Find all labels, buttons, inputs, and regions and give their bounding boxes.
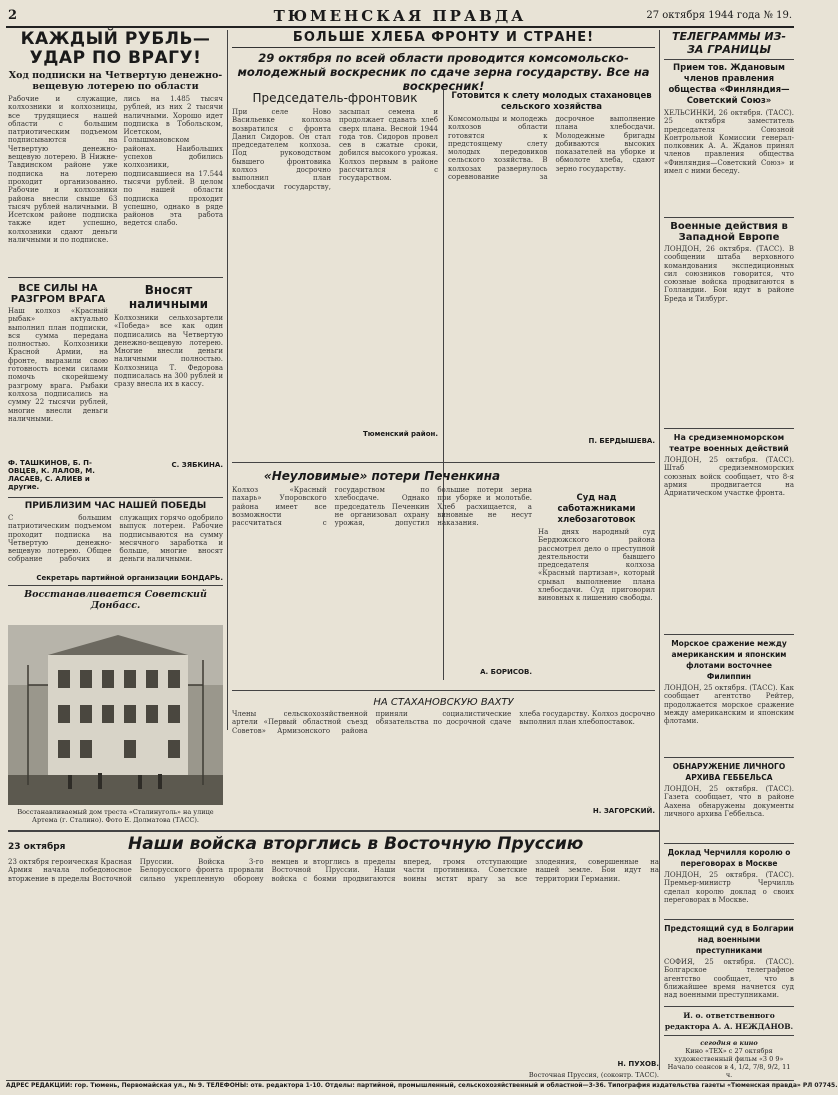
- harvest-banner: БОЛЬШЕ ХЛЕБА ФРОНТУ И СТРАНЕ!: [232, 30, 655, 48]
- column-rule: [227, 30, 228, 730]
- telegram-med-title: На средиземноморском театре военных действий: [669, 433, 789, 453]
- telegram-bulgaria-title: Предстоящий суд в Болгарии над военными преступниками: [664, 924, 794, 955]
- article-victory-sign: Секретарь партийной организации БОНДАРЬ.: [36, 574, 223, 582]
- left-column: [8, 30, 223, 680]
- telegram-archive-title: ОБНАРУЖЕНИЕ ЛИЧНОГО АРХИВА ГЕББЕЛЬСА: [672, 762, 786, 782]
- prussia-date: 23 октября: [8, 842, 66, 852]
- footer: [6, 1082, 838, 1093]
- article-losses: [232, 466, 532, 686]
- photo-caption: Восстанавливаемый дом треста «Сталинуголь» на улице Артема (г. Сталино). Фото Е. Долматова (ТАСС).: [17, 808, 214, 824]
- main-article-text-cont: лись на 1.485 тысяч рублей, из них 2 тысячи наличными. Хорошо идет подписка в Тобольском, Исетском, Голышмановском районах. Наибольших успехов добились колхозники, подписавшиеся на 17.544 тысячи рублей. В целом по нашей области подписка проходит успешно, однако в ряде районов эта работа ведется слабо.: [123, 95, 223, 228]
- article-rally-text: Комсомольцы и молодежь колхозов области готовятся к предстоящему слету молодых передовиков сельского хозяйства. В колхозах развернулось соревнование за досрочное выполнение плана хлебосдачи. Молодежные бригады добиваются высоких показателей на уборке и обмолоте хлеба, сдают зерно государству.: [448, 115, 655, 182]
- article-cash-title: Вносят наличными: [128, 283, 209, 311]
- harvest-lead: 29 октября по всей области проводится комсомольско-молодежный воскресник по сдаче зерна государству. Все на воскресник!: [237, 51, 650, 93]
- footer-rule: [6, 1080, 794, 1081]
- prussia-text: 23 октября героическая Красная Армия начала победоносное вторжение в пределы Восточной Пруссии. Войска 3-го Белорусского фронта прорвали сильно укрепленную оборону немцев и вторглись в пределы Восточной Пруссии. Наши войска с боями продвигаются вперед, громя отступающие части противника. Советские воины мстят врагу за все злодеяния, совершенные на нашей земле. Бои идут на территории Германии.: [8, 858, 659, 883]
- article-victory-title: ПРИБЛИЗИМ ЧАС НАШЕЙ ПОБЕДЫ: [24, 501, 207, 511]
- article-stakhanov-sign: Н. ЗАГОРСКИЙ.: [592, 807, 655, 815]
- column-rule: [659, 30, 660, 1070]
- page-number: 2: [8, 8, 18, 23]
- telegram-bulgaria-text: СОФИЯ, 25 октября. (ТАСС). Болгарское телеграфное агентство сообщает, что в ближайшее время начнется суд над военными преступниками.: [664, 958, 794, 1000]
- telegram-zhdanov-text: ХЕЛЬСИНКИ, 26 октября. (ТАСС). 25 октября заместитель председателя Союзной Контрольной Комиссии генерал-полковник А. А. Жданов принял членов правления общества «Финляндия—Советский Союз» и имел с ними беседу.: [664, 109, 794, 176]
- article-cash-text: Колхозники сельхозартели «Победа» все как один подписались на Четвертую денежно-вещевую лотерею. Многие внесли деньги наличными полностью. Колхозница Т. Федорова подписалась на 300 рублей и сразу внесла их в кассу.: [114, 314, 223, 389]
- main-headline: КАЖДЫЙ РУБЛЬ—УДАР ПО ВРАГУ!: [20, 29, 211, 68]
- donbass-photo: [8, 625, 223, 805]
- prussia-sign-place: Восточная Пруссия, (соконтр. ТАСС).: [528, 1071, 659, 1079]
- newspaper-title: ТЮМЕНСКАЯ ПРАВДА: [273, 7, 527, 25]
- footer-address: АДРЕС РЕДАКЦИИ: гор. Тюмень, Первомайская ул., № 9. ТЕЛЕФОНЫ: отв. редактора 1-10. Отделы: партийной, промышленный, сельскохозяйственный и областной—3-36. Типография издательства газеты «Тюменская правда» РЛ 07745.: [6, 1082, 838, 1089]
- telegram-naval-text: ЛОНДОН, 25 октября. (ТАСС). Как сообщает агентство Рейтер, продолжается морское сражение между американским и японским флотами.: [664, 684, 794, 726]
- section-rule: [8, 830, 659, 832]
- masthead: [6, 6, 794, 28]
- article-all-forces-title: ВСЕ СИЛЫ НА РАЗГРОМ ВРАГА: [10, 283, 106, 305]
- telegram-churchill-title: Доклад Черчилля королю о переговорах в Москве: [667, 848, 791, 868]
- prussia-article: [8, 834, 659, 1080]
- article-court-title: Суд над саботажниками хлебозаготовок: [557, 493, 636, 525]
- prussia-title: Наши войска вторглись в Восточную Пруссию: [128, 834, 584, 854]
- telegram-europe-title: Военные действия в Западной Европе: [670, 221, 788, 243]
- article-chairman: [232, 88, 438, 458]
- article-victory-text: С большим патриотическим подъемом проходит подписка на Четвертую денежно-вещевую лотерею. Общее собрание рабочих и служащих горячо одобрило выпуск лотереи. Рабочие подписываются на сумму месячного заработка и больше, многие вносят деньги наличными.: [8, 514, 223, 564]
- cinema-title: сегодня в кино: [700, 1039, 758, 1047]
- telegram-churchill-text: ЛОНДОН, 25 октября. (ТАСС). Премьер-министр Черчилль сделал королю доклад о своих переговорах в Москве.: [664, 871, 794, 904]
- article-all-forces-sign: Ф. ТАШКИНОВ, Б. П-ОВЦЕВ, К. ЛАЛОВ, М. ЛАСАЕВ, С. АЛИЕВ и другие.: [8, 459, 95, 491]
- article-losses-title: «Неуловимые» потери Печенкина: [263, 469, 501, 483]
- article-stakhanov-title: НА СТАХАНОВСКУЮ ВАХТУ: [373, 697, 514, 708]
- article-rally-title: Готовится к слету молодых стахановцев сельского хозяйства: [451, 91, 652, 112]
- right-column: [664, 30, 794, 1079]
- telegram-naval-title: Морское сражение между американским и японским флотами восточнее Филиппин: [671, 639, 787, 681]
- article-chairman-title: Председатель-фронтовик: [252, 91, 418, 105]
- row-rule: [232, 690, 655, 691]
- article-court: [538, 490, 655, 685]
- telegram-med-text: ЛОНДОН, 25 октября. (ТАСС). Штаб средиземноморских союзных войск сообщает, что 8-я армия продвигается на Адриатическом участке фронта.: [664, 456, 794, 498]
- article-all-forces-text: Наш колхоз «Красный рыбак» актуально выполнил план подписки, вся сумма передана полностью. Колхозники Красной Армии, на фронте, выразили свою готовность всеми силами помочь скорейшему разгрому врага. Рыбаки колхоза подписались на сумму 22 тысячи рублей, многие внесли деньги наличными.: [8, 307, 108, 423]
- building-photo-icon: [8, 625, 223, 805]
- telegrams-title: ТЕЛЕГРАММЫ ИЗ-ЗА ГРАНИЦЫ: [672, 30, 786, 56]
- article-chairman-sign: Тюменский район.: [363, 430, 438, 438]
- article-stakhanov: [232, 694, 655, 824]
- telegram-zhdanov-title: Прием тов. Ждановым членов правления общества «Финляндия—Советский Союз»: [668, 63, 790, 106]
- article-cash-sign: С. ЗЯБКИНА.: [171, 461, 223, 469]
- article-stakhanov-text: Члены сельскохозяйственной артели «Первый областной съезд Советов» Армизонского района приняли социалистические обязательства по досрочной сдаче хлеба государству. Колхоз досрочно выполнил план хлебопоставок.: [232, 710, 655, 735]
- row-rule: [232, 462, 655, 463]
- article-losses-text: Колхоз «Красный пахарь» Упоровского района имеет все возможности рассчитаться с государством по хлебосдаче. Однако председатель Печенкин не организовал охрану урожая, допустил большие потери зерна при уборке и молотьбе. Хлеб расхищается, а виновные не несут наказания.: [232, 486, 532, 528]
- article-losses-sign: А. БОРИСОВ.: [480, 668, 532, 676]
- telegram-archive-text: ЛОНДОН, 25 октября. (ТАСС). Газета сообщает, что в районе Аахена обнаружены документы личного архива Геббельса.: [664, 785, 794, 818]
- editor-line: И. о. ответственного редактора А. А. НЕЖДАНОВ.: [664, 1011, 794, 1031]
- main-article-text: Рабочие и служащие, колхозники и колхозницы, все трудящиеся нашей области с большим патриотическим подъемом подписываются на Четвертую денежно-вещевую лотерею. В Нижне-Тавдинском районе уже подписка на лотерею проходит организованно. Рабочие и колхозники района внесли свыше 63 тысяч рублей наличными. В Исетском районе подписка также идет успешно, колхозники сдают деньги наличными и по подписке.: [8, 95, 118, 245]
- photo-caption-box: [8, 808, 223, 826]
- cinema-text: Кино «ТЕХ» с 27 октября художественный фильм «3 0 9»: [674, 1047, 784, 1063]
- cinema-times: Начало сеансов в 4, 1/2, 7/8, 9/2, 11 ч.: [667, 1063, 791, 1079]
- prussia-sign: Н. ПУХОВ.: [617, 1060, 659, 1068]
- photo-title: Восстанавливается Советский Донбасс.: [24, 589, 207, 611]
- article-court-text: На днях народный суд Бердюжского района рассмотрел дело о преступной деятельности бывшего председателя колхоза «Красный партизан», который срывал выполнение плана хлебосдачи. Суд приговорил виновных к лишению свободы.: [538, 528, 655, 603]
- article-chairman-text: При селе Ново Васильевке колхоза возвратился с фронта Данил Сидоров. Он стал председателем колхоза. Под руководством бывшего фронтовика колхоз досрочно выполнил план хлебосдачи государству, засыпал семена и продолжает сдавать хлеб сверх плана. Весной 1944 года тов. Сидоров провел сев в сжатые сроки, добился высокого урожая. Колхоз первым в районе рассчитался с государством.: [232, 108, 438, 191]
- article-rally: [448, 88, 655, 458]
- article-rally-sign: П. БЕРДЫШЕВА.: [588, 437, 655, 445]
- telegram-europe-text: ЛОНДОН, 26 октября. (ТАСС). В сообщении штаба верховного командования экспедиционных сил союзников говорится, что союзные войска продвигаются в Голландии. Бои идут в районе Бреда и Тилбург.: [664, 245, 794, 303]
- issue-date: 27 октября 1944 года № 19.: [646, 10, 792, 21]
- main-subheadline: Ход подписки на Четвертую денежно-вещевую лотерею по области: [8, 70, 223, 92]
